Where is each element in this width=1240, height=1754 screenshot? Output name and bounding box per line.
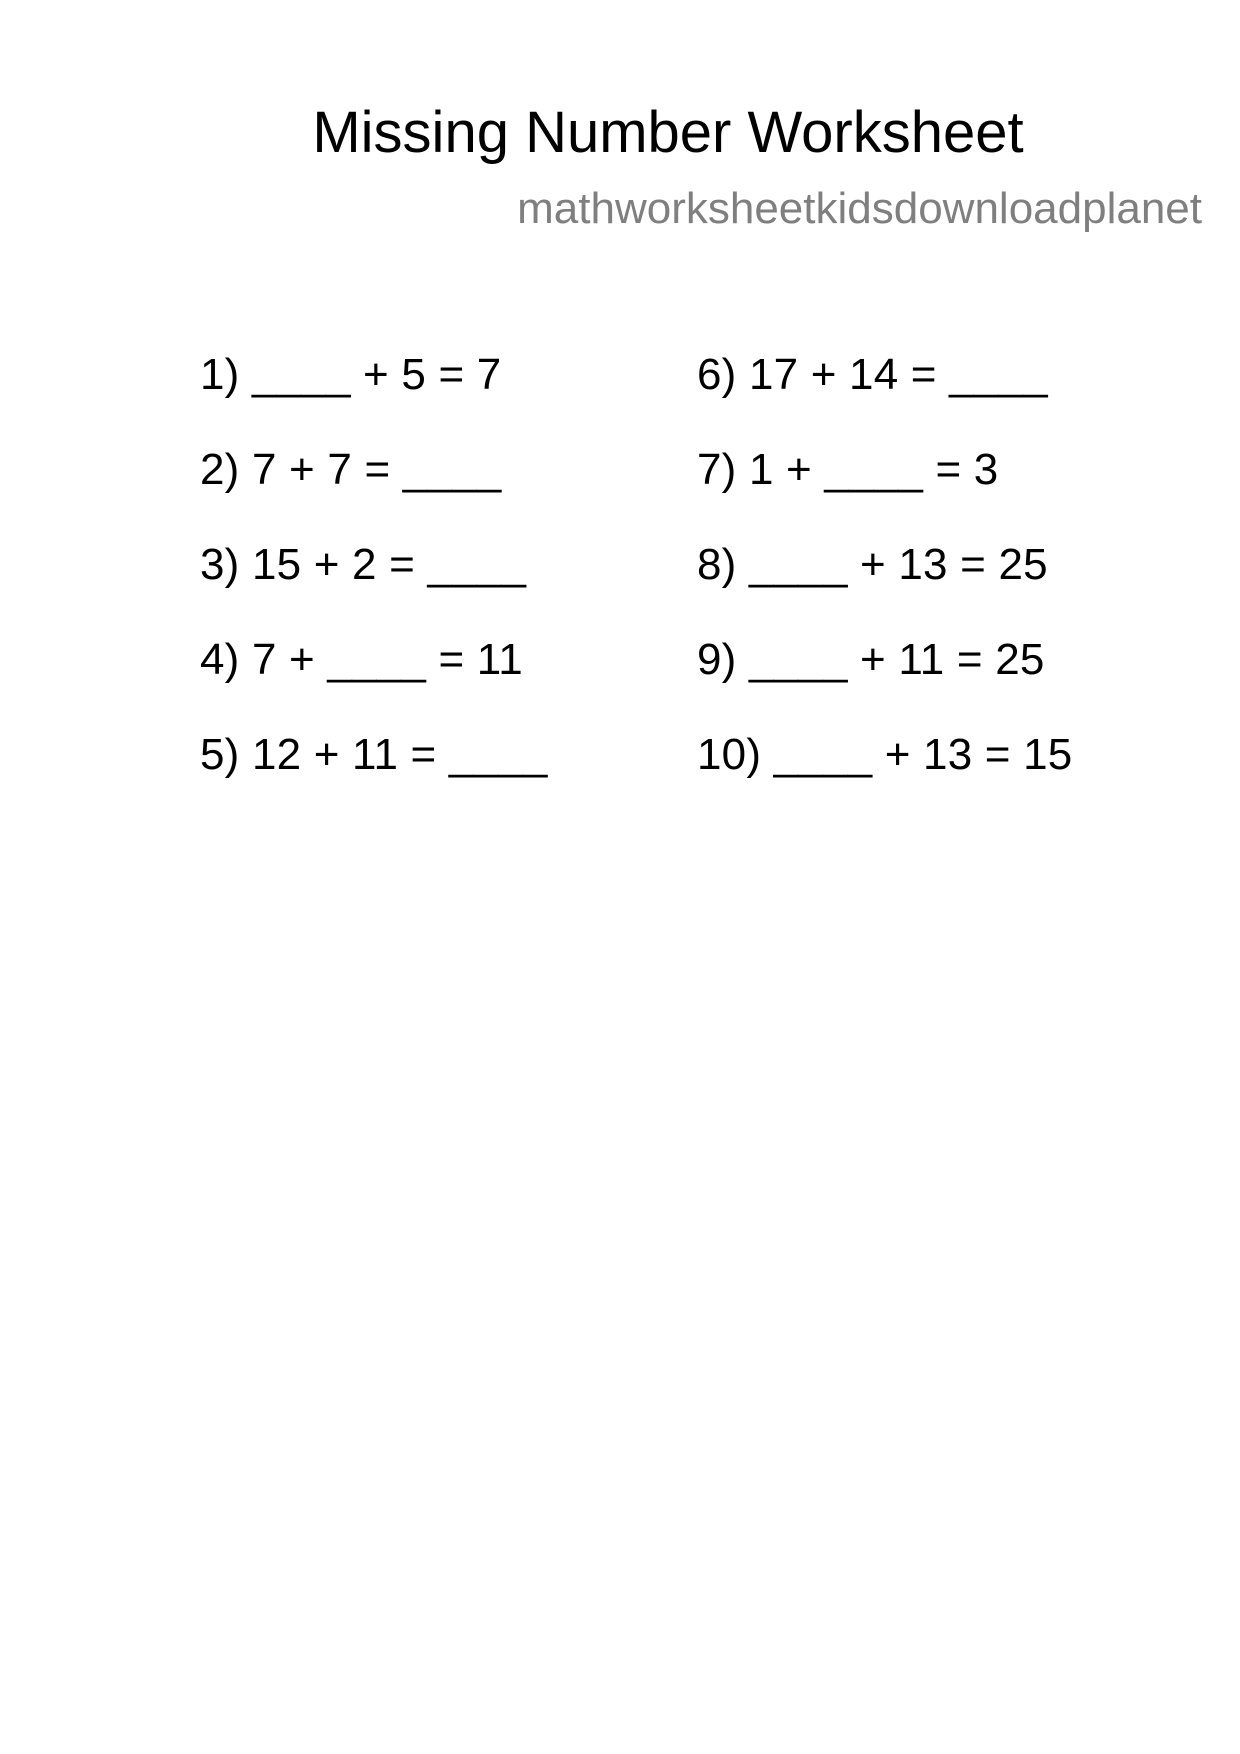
problem-1: 1) ____ + 5 = 7 xyxy=(200,350,502,399)
problem-2: 2) 7 + 7 = ____ xyxy=(200,445,502,494)
problem-8: 8) ____ + 13 = 25 xyxy=(697,540,1048,589)
problem-7: 7) 1 + ____ = 3 xyxy=(697,445,999,494)
problem-grid xyxy=(200,345,1160,845)
problem-10: 10) ____ + 13 = 15 xyxy=(697,730,1073,779)
problem-column-right xyxy=(697,345,1072,820)
problem-6: 6) 17 + 14 = ____ xyxy=(697,350,1048,399)
problem-3: 3) 15 + 2 = ____ xyxy=(200,540,527,589)
problem-5: 5) 12 + 11 = ____ xyxy=(200,730,548,779)
problem-column-left xyxy=(200,345,548,820)
website-watermark: mathworksheetkidsdownloadplanet xyxy=(517,184,1202,233)
problem-9: 9) ____ + 11 = 25 xyxy=(697,635,1045,684)
page-title: Missing Number Worksheet xyxy=(312,100,1024,165)
problem-4: 4) 7 + ____ = 11 xyxy=(200,635,523,684)
